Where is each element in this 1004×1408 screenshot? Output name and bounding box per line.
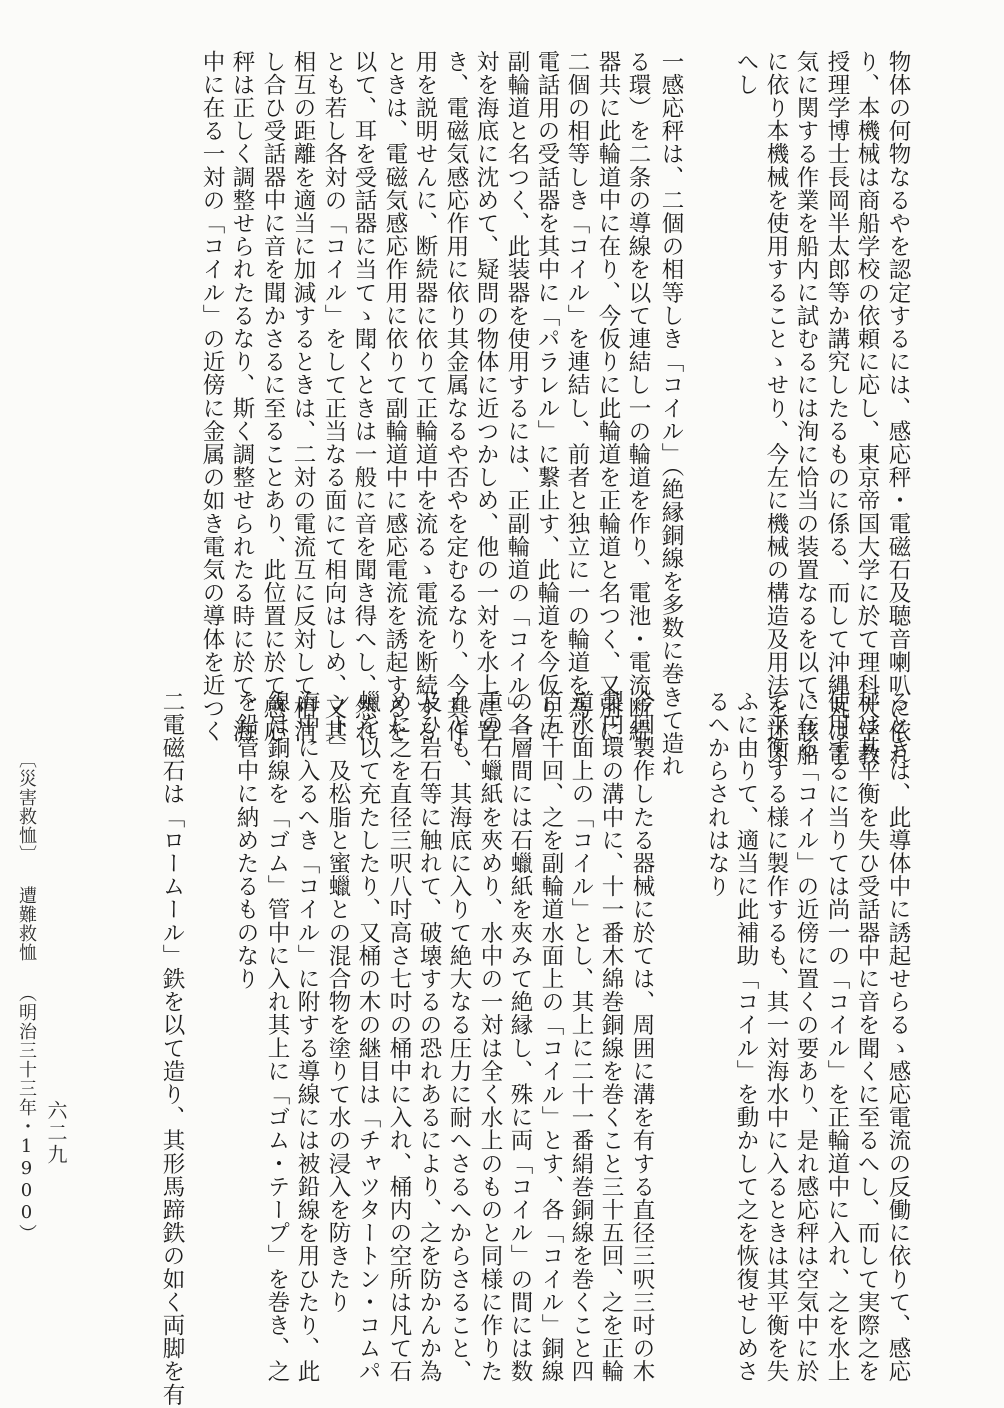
- upper-text-column-3: 授理学博士長岡半太郎等か講究したるものに係る、而して沖縄丸は電: [824, 50, 850, 767]
- upper-text-column-22: 中に在る一対の「コイル」の近傍に金属の如き電気の導体を近つく: [199, 50, 225, 743]
- lower-text-column-10: 道水面上の「コイル」とし、其上に二十一番絹巻銅線を巻くこと四: [568, 690, 594, 1383]
- upper-text-column-8: る環）を二条の導線を以て連結し一の輪道を作り、電池・電流断続: [625, 50, 651, 743]
- lower-text-column-5: て平衡する様に製作するも、其一対海水中に入るときは其平衡を失: [763, 690, 789, 1383]
- upper-text-column-1: 物体の何物なるやを認定するには、感応秤・電磁石及聴音喇叭に依れ: [885, 50, 911, 767]
- lower-text-column-22: 二電磁石は「ロームール」鉄を以て造り、其形馬蹄鉄の如く両脚を有: [159, 690, 185, 1407]
- upper-text-column-10: 二個の相等しき「コイル」を連結し、前者と独立に一の輪道を為し: [564, 50, 590, 743]
- lower-text-column-16: めに之を直径三呎八吋高さ七吋の桶中に入れ、桶内の空所は凡て石: [386, 690, 412, 1383]
- header-title: 遭難救恤: [16, 886, 37, 962]
- upper-text-column-9: 器共に此輪道中に在り、今仮りに此輪道を正輪道と名つく、又別に: [595, 50, 621, 743]
- lower-text-column-6: ふに由りて、適当に此補助「コイル」を動かして之を恢復せしめさ: [733, 690, 759, 1383]
- lower-text-column-1: るときは、此導体中に誘起せらるゝ感応電流の反働に依りて、感応: [885, 690, 911, 1383]
- lower-text-column-17: 蠟を以て充たしたり、又桶の木の継目は「チャツタートン・コムパ: [355, 690, 381, 1383]
- header-category: 〔災害救恤〕: [16, 750, 37, 864]
- lower-text-column-14: れとも、其海底に入りて絶大なる圧力に耐へさるへからさること、: [446, 690, 472, 1383]
- upper-text-column-13: 対を海底に沈めて、疑問の物体に近つかしめ、他の一対を水上に置: [473, 50, 499, 743]
- upper-text-column-16: ときは、電磁気感応作用に依りて副輪道中に感応電流を誘起するを: [382, 50, 408, 743]
- lower-text-column-19: 海中に入るへき「コイル」に附する導線には被鉛線を用ひたり、此: [294, 690, 320, 1383]
- page-number: 六二九: [44, 1100, 68, 1166]
- lower-text-column-12: の各層間には石蠟紙を夾みて絶縁し、殊に両「コイル」の間には数: [507, 690, 533, 1383]
- upper-text-column-19: 相互の距離を適当に加減するときは、二対の電流互に反対して相消: [290, 50, 316, 743]
- upper-text-column-18: とも若し各対の「コイル」をして正当なる面にて相向はしめ、又其: [321, 50, 347, 743]
- lower-text-column-13: 重の石蠟紙を夾めり、水中の一対は全く水上のものと同様に作りた: [477, 690, 503, 1383]
- upper-text-column-17: 以て、耳を受話器に当てゝ聞くときは一般に音を聞き得へし、然れ: [351, 50, 377, 743]
- upper-text-column-12: 副輪道と名つく、此装器を使用するには、正副輪道の「コイル」一: [504, 50, 530, 743]
- lower-text-column-9: 製円環の溝中に、十一番木綿巻銅線を巻くこと三十五回、之を正輪: [598, 690, 624, 1383]
- upper-text-column-2: り、本機械は商船学校の依頼に応し、東京帝国大学に於て理科大学教: [854, 50, 880, 767]
- lower-text-column-8: 今回製作したる器械に於ては、周囲に溝を有する直径三呎三吋の木: [629, 690, 655, 1383]
- header-era: （明治三十三年・1900）: [16, 984, 37, 1243]
- lower-text-column-7: るへからされはなり: [704, 690, 730, 898]
- upper-text-column-7: 一感応秤は、二個の相等しき「コイル」（絶縁銅線を多数に巻きて造れ: [658, 50, 684, 778]
- lower-text-column-21: を鉛管中に納めたるものなり: [233, 690, 259, 991]
- running-header: [14, 750, 38, 1243]
- lower-text-column-3: 使用するに当りては尚一の「コイル」を正輪道中に入れ、之を水上: [824, 690, 850, 1383]
- upper-text-column-20: し合ひ受話器中に音を聞かさるに至ることあり、此位置に於て感応: [260, 50, 286, 743]
- lower-text-column-11: 百五十回、之を副輪道水面上の「コイル」とす、各「コイル」銅線: [538, 690, 564, 1383]
- upper-text-column-21: 秤は正しく調整せられたるなり、斯く調整せられたる時に於て、海: [229, 50, 255, 743]
- lower-text-column-15: 及ひ岩石等に触れて、破壊するの恐れあるにより、之を防かんか為: [416, 690, 442, 1383]
- upper-text-column-5: に依り本機械を使用することゝせり、今左に機械の構造及用法を述ふ: [763, 50, 789, 767]
- upper-text-column-11: 電話用の受話器を其中に「パラレル」に繋止す、此輪道を今仮りに: [534, 50, 560, 743]
- lower-text-column-18: ント」及松脂と蜜蠟との混合物を塗りて水の浸入を防きたり: [325, 690, 351, 1314]
- upper-text-column-6: へし: [733, 50, 759, 97]
- lower-text-column-20: 線は銅線を「ゴム」管中に入れ其上に「ゴム・テープ」を巻き、之: [264, 690, 290, 1383]
- upper-text-column-15: 用を説明せんに、断続器に依りて正輪道中を流るゝ電流を断続する: [412, 50, 438, 743]
- lower-text-column-2: 秤は其平衡を失ひ受話器中に音を聞くに至るへし、而して実際之を: [854, 690, 880, 1383]
- upper-text-column-4: 気に関する作業を船内に試むるには洵に恰当の装置なるを以て、該船: [793, 50, 819, 767]
- lower-text-column-4: に在る「コイル」の近傍に置くの要あり、是れ感応秤は空気中に於: [793, 690, 819, 1383]
- upper-text-column-14: き、電磁気感応作用に依り其金属なるや否やを定むるなり、今其作: [443, 50, 469, 743]
